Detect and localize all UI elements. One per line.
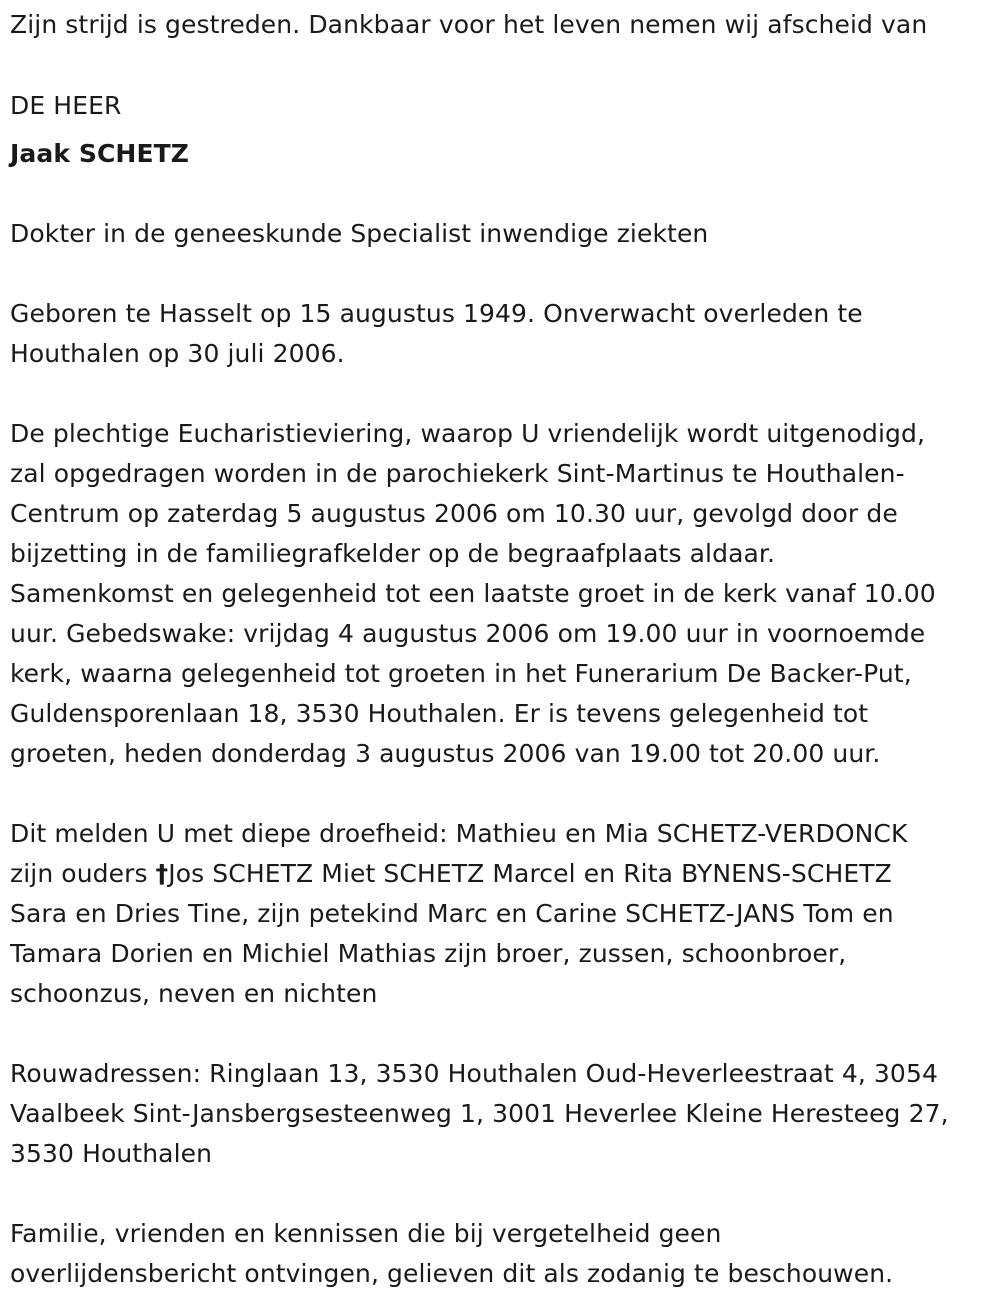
paragraph-line: Centrum op zaterdag 5 augustus 2006 om 10.30 uur, gevolgd door de (10, 499, 898, 528)
deceased-name: Jaak SCHETZ (10, 139, 190, 168)
profession-text: Dokter in de geneeskunde Specialist inwendige ziekten (10, 219, 709, 248)
paragraph-line: schoonzus, neven en nichten (10, 979, 378, 1008)
paragraph-line: Rouwadressen: Ringlaan 13, 3530 Houthalen Oud-Heverleestraat 4, 3054 (10, 1059, 938, 1088)
paragraph-line: Samenkomst en gelegenheid tot een laatste groet in de kerk vanaf 10.00 (10, 579, 936, 608)
paragraph-line: Guldensporenlaan 18, 3530 Houthalen. Er is tevens gelegenheid tot (10, 699, 869, 728)
paragraph-line: uur. Gebedswake: vrijdag 4 augustus 2006 om 19.00 uur in voornoemde (10, 619, 926, 648)
final-note-paragraph (10, 1214, 893, 1294)
ceremony-paragraph (10, 414, 936, 774)
paragraph-text: Jos SCHETZ Miet SCHETZ Marcel en Rita BYNENS-SCHETZ (168, 859, 892, 888)
paragraph-line: zal opgedragen worden in de parochiekerk Sint-Martinus te Houthalen- (10, 459, 905, 488)
birth-death-paragraph (10, 294, 863, 374)
paragraph-line: groeten, heden donderdag 3 augustus 2006 van 19.00 tot 20.00 uur. (10, 739, 881, 768)
paragraph-line: De plechtige Eucharistieviering, waarop U vriendelijk wordt uitgenodigd, (10, 419, 925, 448)
paragraph-line: overlijdensbericht ontvingen, gelieven dit als zodanig te beschouwen. (10, 1259, 894, 1288)
paragraph-line: Familie, vrienden en kennissen die bij vergetelheid geen (10, 1219, 722, 1248)
honorific-title: DE HEER (10, 91, 122, 120)
cross-icon: † (155, 859, 169, 888)
paragraph-line: bijzetting in de familiegrafkelder op de begraafplaats aldaar. (10, 539, 776, 568)
paragraph-line: Sara en Dries Tine, zijn petekind Marc en Carine SCHETZ-JANS Tom en (10, 899, 894, 928)
paragraph-line: Houthalen op 30 juli 2006. (10, 339, 345, 368)
paragraph-line: 3530 Houthalen (10, 1139, 213, 1168)
paragraph-line: kerk, waarna gelegenheid tot groeten in het Funerarium De Backer-Put, (10, 659, 912, 688)
intro-text: Zijn strijd is gestreden. Dankbaar voor het leven nemen wij afscheid van (10, 10, 928, 39)
paragraph-line: Tamara Dorien en Michiel Mathias zijn broer, zussen, schoonbroer, (10, 939, 847, 968)
addresses-paragraph (10, 1054, 949, 1174)
family-paragraph (10, 814, 907, 1014)
paragraph-text: zijn ouders (10, 859, 156, 888)
paragraph-line (10, 854, 907, 894)
paragraph-line: Vaalbeek Sint-Jansbergsesteenweg 1, 3001 Heverlee Kleine Heresteeg 27, (10, 1099, 949, 1128)
paragraph-line: Geboren te Hasselt op 15 augustus 1949. Onverwacht overleden te (10, 299, 863, 328)
paragraph-line: Dit melden U met diepe droefheid: Mathieu en Mia SCHETZ-VERDONCK (10, 819, 908, 848)
